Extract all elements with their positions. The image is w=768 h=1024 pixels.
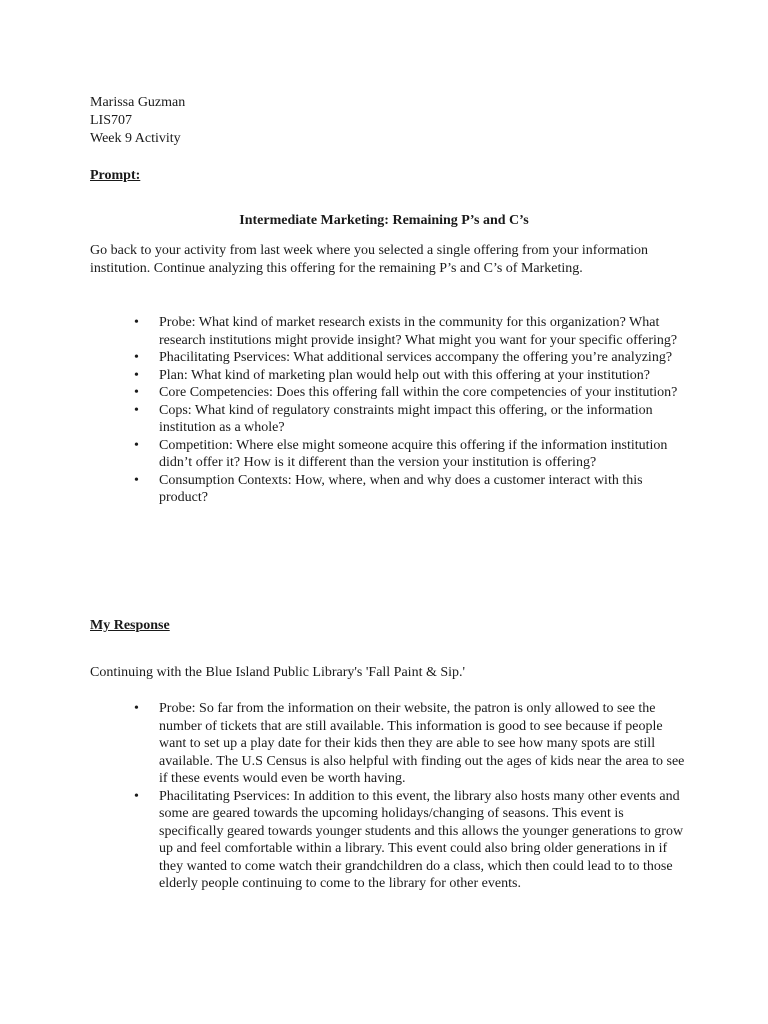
course-code: LIS707	[90, 113, 132, 128]
bullet-icon: •	[134, 315, 139, 330]
list-item	[0, 349, 689, 367]
list-item-text: Core Competencies: Does this offering fall within the core competencies of your institution?	[159, 385, 678, 400]
list-item	[0, 700, 689, 788]
list-item-text: Consumption Contexts: How, where, when and why does a customer interact with this product?	[159, 472, 643, 505]
list-item	[0, 384, 689, 402]
list-item-text: Cops: What kind of regulatory constraints might impact this offering, or the information institution as a whole?	[159, 402, 653, 435]
list-item	[0, 788, 689, 893]
prompt-heading: Prompt:	[90, 168, 141, 183]
bullet-icon: •	[134, 367, 139, 383]
prompt-list	[0, 314, 689, 507]
bullet-icon: •	[134, 385, 139, 400]
list-item	[0, 367, 689, 385]
list-item-text: Competition: Where else might someone acquire this offering if the information institution didn’t offer it? How is it different than the version your institution is offering?	[159, 437, 668, 470]
prompt-intro: Go back to your activity from last week where you selected a single offering from your information institution. Continue analyzing this offering for the remaining P’s and C’s of Marketing.	[90, 243, 649, 276]
list-item-text: Plan: What kind of marketing plan would help out with this offering at your institution?	[159, 367, 650, 383]
list-item-text: Probe: What kind of market research exists in the community for this organization? What research institutions might provide insight? What might you want for your specific offering?	[159, 315, 678, 348]
list-item	[0, 437, 689, 472]
list-item-text: Phacilitating Pservices: What additional services accompany the offering you’re analyzing?	[159, 350, 673, 365]
bullet-icon: •	[134, 402, 139, 418]
response-heading: My Response	[90, 618, 170, 633]
bullet-icon: •	[134, 350, 139, 365]
activity-label: Week 9 Activity	[90, 131, 181, 146]
list-item	[0, 472, 689, 507]
response-list	[0, 700, 689, 893]
list-item	[0, 314, 689, 349]
author-name: Marissa Guzman	[90, 95, 186, 110]
prompt-title: Intermediate Marketing: Remaining P’s and C’s	[239, 213, 529, 228]
list-item-text: Probe: So far from the information on their website, the patron is only allowed to see the number of tickets that are still available. This information is good to see because if people want to set up a play date for their kids then they are able to see how many spots are still available. The U.S Census is also helpful with finding out the ages of kids near the area to see if these events would even be worth having.	[159, 701, 685, 786]
bullet-icon: •	[134, 437, 139, 453]
response-intro: Continuing with the Blue Island Public Library's 'Fall Paint & Sip.'	[90, 665, 466, 680]
bullet-icon: •	[134, 701, 139, 716]
bullet-icon: •	[134, 472, 139, 488]
list-item-text: Phacilitating Pservices: In addition to this event, the library also hosts many other events and some are geared towards the upcoming holidays/changing of seasons. This event is specifically geared towards younger students and this allows the younger generations to grow up and feel comfortable within a library. This event could also bring older generations in if they wanted to come watch their grandchildren do a class, which then could lead to to those elderly people continuing to come to the library for other events.	[159, 788, 684, 891]
bullet-icon: •	[134, 788, 139, 804]
list-item	[0, 402, 689, 437]
